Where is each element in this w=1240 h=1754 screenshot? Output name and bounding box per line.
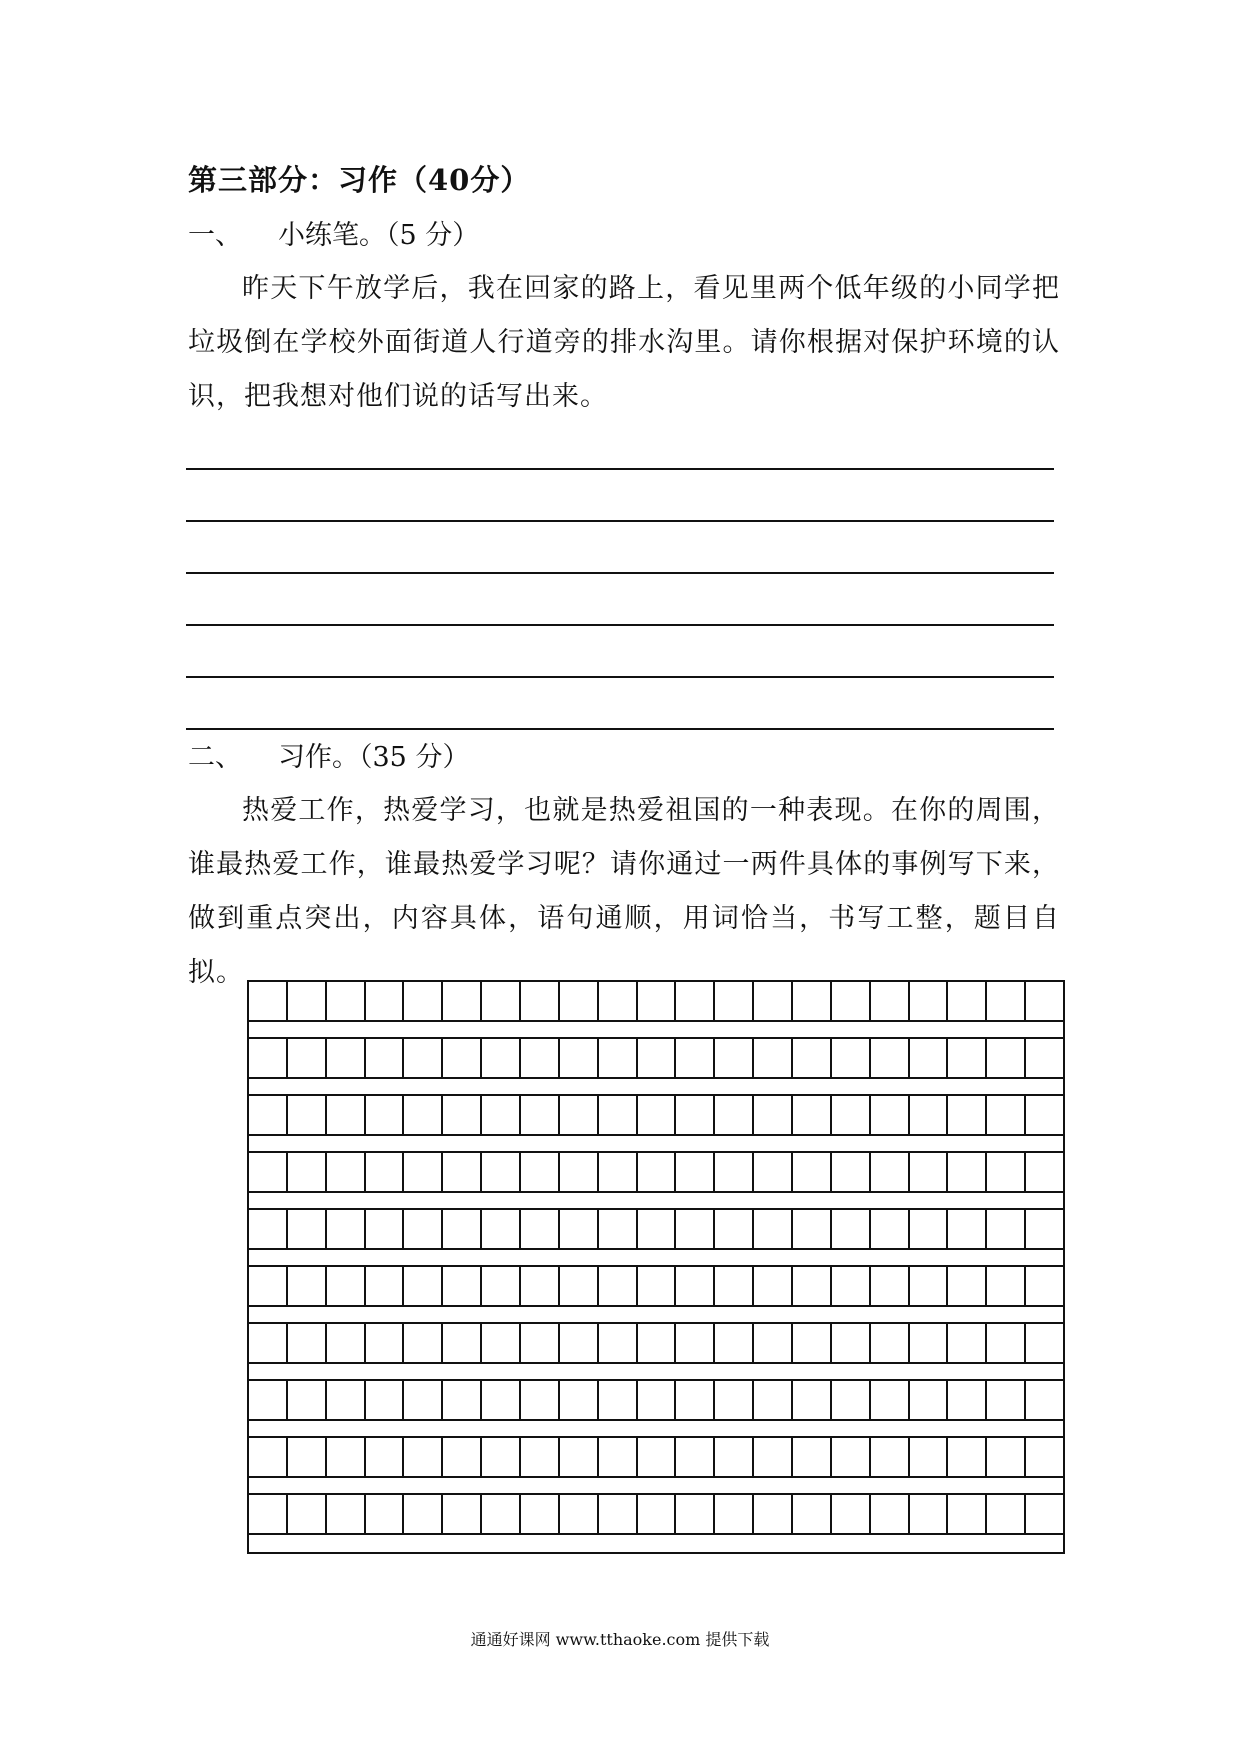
grid-cell[interactable] bbox=[715, 982, 754, 1020]
grid-cell[interactable] bbox=[715, 1210, 754, 1248]
grid-cell[interactable] bbox=[404, 1438, 443, 1476]
grid-cell[interactable] bbox=[638, 1495, 677, 1533]
grid-cell[interactable] bbox=[832, 1096, 871, 1134]
grid-row bbox=[249, 1039, 1063, 1079]
grid-cell[interactable] bbox=[987, 1267, 1026, 1305]
grid-cell[interactable] bbox=[871, 1381, 910, 1419]
grid-row bbox=[249, 1495, 1063, 1535]
grid-cell[interactable] bbox=[288, 1438, 327, 1476]
grid-row-spacer bbox=[249, 1193, 1063, 1210]
grid-cell[interactable] bbox=[910, 1324, 949, 1362]
grid-cell[interactable] bbox=[521, 1324, 560, 1362]
section-2-title: 习作。（35 分） bbox=[278, 742, 470, 773]
section-2-heading bbox=[188, 738, 469, 778]
grid-cell[interactable] bbox=[404, 1096, 443, 1134]
grid-row bbox=[249, 982, 1063, 1022]
answer-lines bbox=[186, 418, 1054, 730]
grid-cell[interactable] bbox=[327, 1438, 366, 1476]
grid-cell[interactable] bbox=[871, 1039, 910, 1077]
grid-cell[interactable] bbox=[948, 1210, 987, 1248]
grid-cell[interactable] bbox=[443, 1438, 482, 1476]
grid-cell[interactable] bbox=[443, 1039, 482, 1077]
grid-cell[interactable] bbox=[793, 1495, 832, 1533]
grid-cell[interactable] bbox=[288, 1210, 327, 1248]
grid-cell[interactable] bbox=[832, 1039, 871, 1077]
grid-cell[interactable] bbox=[288, 1381, 327, 1419]
part-title: 第三部分：习作（40分） bbox=[188, 163, 531, 197]
grid-cell[interactable] bbox=[987, 1438, 1026, 1476]
grid-cell[interactable] bbox=[249, 1381, 288, 1419]
grid-cell[interactable] bbox=[676, 1438, 715, 1476]
grid-cell[interactable] bbox=[443, 1381, 482, 1419]
grid-cell[interactable] bbox=[443, 1324, 482, 1362]
grid-cell[interactable] bbox=[910, 1153, 949, 1191]
grid-cell[interactable] bbox=[521, 1438, 560, 1476]
grid-cell[interactable] bbox=[404, 1210, 443, 1248]
grid-row-spacer bbox=[249, 1535, 1063, 1552]
grid-cell[interactable] bbox=[793, 1438, 832, 1476]
grid-cell[interactable] bbox=[910, 1210, 949, 1248]
grid-cell[interactable] bbox=[599, 1039, 638, 1077]
grid-cell[interactable] bbox=[327, 1096, 366, 1134]
grid-cell[interactable] bbox=[715, 1495, 754, 1533]
grid-cell[interactable] bbox=[1026, 1438, 1063, 1476]
grid-cell[interactable] bbox=[948, 1324, 987, 1362]
grid-cell[interactable] bbox=[249, 1324, 288, 1362]
grid-cell[interactable] bbox=[793, 1324, 832, 1362]
grid-cell[interactable] bbox=[948, 1495, 987, 1533]
grid-cell[interactable] bbox=[676, 1210, 715, 1248]
grid-cell[interactable] bbox=[249, 1210, 288, 1248]
grid-cell[interactable] bbox=[249, 1039, 288, 1077]
grid-cell[interactable] bbox=[327, 1495, 366, 1533]
grid-cell[interactable] bbox=[948, 1096, 987, 1134]
grid-cell[interactable] bbox=[560, 1438, 599, 1476]
grid-cell[interactable] bbox=[871, 982, 910, 1020]
grid-cell[interactable] bbox=[987, 1153, 1026, 1191]
grid-cell[interactable] bbox=[366, 1495, 405, 1533]
grid-cell[interactable] bbox=[482, 1153, 521, 1191]
grid-cell[interactable] bbox=[638, 1381, 677, 1419]
grid-cell[interactable] bbox=[1026, 982, 1063, 1020]
grid-cell[interactable] bbox=[404, 1267, 443, 1305]
grid-cell[interactable] bbox=[521, 1096, 560, 1134]
grid-row bbox=[249, 1381, 1063, 1421]
grid-cell[interactable] bbox=[366, 1096, 405, 1134]
grid-cell[interactable] bbox=[638, 1267, 677, 1305]
grid-cell[interactable] bbox=[560, 982, 599, 1020]
grid-cell[interactable] bbox=[948, 1153, 987, 1191]
grid-cell[interactable] bbox=[638, 1210, 677, 1248]
grid-cell[interactable] bbox=[560, 1267, 599, 1305]
grid-cell[interactable] bbox=[1026, 1381, 1063, 1419]
grid-cell[interactable] bbox=[910, 1039, 949, 1077]
grid-cell[interactable] bbox=[754, 1210, 793, 1248]
grid-cell[interactable] bbox=[948, 1039, 987, 1077]
grid-cell[interactable] bbox=[482, 1039, 521, 1077]
grid-cell[interactable] bbox=[948, 1267, 987, 1305]
grid-row-spacer bbox=[249, 1136, 1063, 1153]
grid-cell[interactable] bbox=[638, 1438, 677, 1476]
grid-cell[interactable] bbox=[832, 1153, 871, 1191]
grid-cell[interactable] bbox=[754, 1096, 793, 1134]
grid-cell[interactable] bbox=[366, 1381, 405, 1419]
grid-cell[interactable] bbox=[599, 1381, 638, 1419]
grid-cell[interactable] bbox=[832, 1324, 871, 1362]
grid-cell[interactable] bbox=[599, 1096, 638, 1134]
grid-cell[interactable] bbox=[560, 1096, 599, 1134]
grid-cell[interactable] bbox=[910, 1438, 949, 1476]
grid-cell[interactable] bbox=[715, 1153, 754, 1191]
grid-cell[interactable] bbox=[987, 1096, 1026, 1134]
grid-row-spacer bbox=[249, 1022, 1063, 1039]
grid-cell[interactable] bbox=[366, 1324, 405, 1362]
grid-cell[interactable] bbox=[288, 1267, 327, 1305]
grid-cell[interactable] bbox=[249, 1438, 288, 1476]
grid-row bbox=[249, 1438, 1063, 1478]
grid-cell[interactable] bbox=[676, 1381, 715, 1419]
grid-cell[interactable] bbox=[793, 1153, 832, 1191]
grid-row-spacer bbox=[249, 1478, 1063, 1495]
grid-cell[interactable] bbox=[676, 1324, 715, 1362]
grid-cell[interactable] bbox=[366, 1438, 405, 1476]
grid-cell[interactable] bbox=[676, 1096, 715, 1134]
grid-cell[interactable] bbox=[676, 1495, 715, 1533]
grid-cell[interactable] bbox=[521, 1381, 560, 1419]
grid-cell[interactable] bbox=[1026, 1039, 1063, 1077]
grid-cell[interactable] bbox=[832, 1381, 871, 1419]
grid-cell[interactable] bbox=[793, 1267, 832, 1305]
grid-cell[interactable] bbox=[599, 1210, 638, 1248]
grid-cell[interactable] bbox=[715, 1096, 754, 1134]
grid-cell[interactable] bbox=[560, 1495, 599, 1533]
grid-row-spacer bbox=[249, 1250, 1063, 1267]
grid-cell[interactable] bbox=[366, 1153, 405, 1191]
grid-cell[interactable] bbox=[327, 1381, 366, 1419]
grid-cell[interactable] bbox=[948, 982, 987, 1020]
grid-cell[interactable] bbox=[1026, 1495, 1063, 1533]
grid-cell[interactable] bbox=[404, 1324, 443, 1362]
grid-cell[interactable] bbox=[871, 1267, 910, 1305]
grid-cell[interactable] bbox=[327, 1039, 366, 1077]
grid-cell[interactable] bbox=[1026, 1324, 1063, 1362]
grid-cell[interactable] bbox=[599, 1438, 638, 1476]
grid-cell[interactable] bbox=[715, 1267, 754, 1305]
grid-cell[interactable] bbox=[327, 1210, 366, 1248]
grid-cell[interactable] bbox=[443, 1096, 482, 1134]
grid-row-spacer bbox=[249, 1421, 1063, 1438]
grid-cell[interactable] bbox=[599, 1267, 638, 1305]
answer-line[interactable] bbox=[186, 522, 1054, 574]
composition-grid bbox=[247, 980, 1065, 1554]
grid-cell[interactable] bbox=[676, 1039, 715, 1077]
grid-cell[interactable] bbox=[832, 1495, 871, 1533]
grid-cell[interactable] bbox=[1026, 1267, 1063, 1305]
grid-cell[interactable] bbox=[288, 982, 327, 1020]
grid-cell[interactable] bbox=[948, 1438, 987, 1476]
grid-row-spacer bbox=[249, 1079, 1063, 1096]
answer-line[interactable] bbox=[186, 574, 1054, 626]
grid-cell[interactable] bbox=[288, 1495, 327, 1533]
answer-line[interactable] bbox=[186, 626, 1054, 678]
grid-cell[interactable] bbox=[288, 1039, 327, 1077]
grid-cell[interactable] bbox=[327, 982, 366, 1020]
grid-cell[interactable] bbox=[443, 1495, 482, 1533]
grid-cell[interactable] bbox=[715, 1039, 754, 1077]
grid-cell[interactable] bbox=[754, 1495, 793, 1533]
grid-cell[interactable] bbox=[676, 982, 715, 1020]
grid-cell[interactable] bbox=[987, 1210, 1026, 1248]
grid-cell[interactable] bbox=[521, 1495, 560, 1533]
grid-row-spacer bbox=[249, 1307, 1063, 1324]
grid-cell[interactable] bbox=[599, 1495, 638, 1533]
grid-cell[interactable] bbox=[560, 1039, 599, 1077]
section-1-title: 小练笔。（5 分） bbox=[278, 220, 480, 251]
grid-cell[interactable] bbox=[327, 1324, 366, 1362]
answer-line[interactable] bbox=[186, 470, 1054, 522]
grid-row bbox=[249, 1096, 1063, 1136]
grid-cell[interactable] bbox=[754, 1438, 793, 1476]
grid-cell[interactable] bbox=[404, 1381, 443, 1419]
grid-cell[interactable] bbox=[754, 1381, 793, 1419]
grid-row bbox=[249, 1153, 1063, 1193]
section-1-heading bbox=[188, 216, 479, 256]
grid-cell[interactable] bbox=[560, 1324, 599, 1362]
grid-cell[interactable] bbox=[443, 1210, 482, 1248]
grid-cell[interactable] bbox=[871, 1153, 910, 1191]
grid-cell[interactable] bbox=[249, 1153, 288, 1191]
grid-cell[interactable] bbox=[482, 982, 521, 1020]
grid-cell[interactable] bbox=[521, 1153, 560, 1191]
grid-cell[interactable] bbox=[560, 1381, 599, 1419]
grid-cell[interactable] bbox=[754, 982, 793, 1020]
grid-cell[interactable] bbox=[443, 982, 482, 1020]
grid-cell[interactable] bbox=[404, 1495, 443, 1533]
grid-cell[interactable] bbox=[832, 1438, 871, 1476]
grid-cell[interactable] bbox=[987, 1381, 1026, 1419]
grid-cell[interactable] bbox=[599, 1324, 638, 1362]
grid-cell[interactable] bbox=[482, 1495, 521, 1533]
grid-cell[interactable] bbox=[249, 1495, 288, 1533]
grid-cell[interactable] bbox=[871, 1495, 910, 1533]
grid-cell[interactable] bbox=[871, 1096, 910, 1134]
grid-cell[interactable] bbox=[1026, 1096, 1063, 1134]
grid-cell[interactable] bbox=[288, 1096, 327, 1134]
grid-cell[interactable] bbox=[638, 1039, 677, 1077]
grid-cell[interactable] bbox=[366, 1210, 405, 1248]
grid-cell[interactable] bbox=[948, 1381, 987, 1419]
grid-cell[interactable] bbox=[443, 1267, 482, 1305]
grid-cell[interactable] bbox=[987, 1495, 1026, 1533]
grid-cell[interactable] bbox=[443, 1153, 482, 1191]
grid-cell[interactable] bbox=[715, 1381, 754, 1419]
grid-cell[interactable] bbox=[560, 1153, 599, 1191]
grid-cell[interactable] bbox=[482, 1267, 521, 1305]
grid-cell[interactable] bbox=[521, 1039, 560, 1077]
grid-cell[interactable] bbox=[793, 1039, 832, 1077]
grid-cell[interactable] bbox=[327, 1153, 366, 1191]
grid-cell[interactable] bbox=[482, 1381, 521, 1419]
grid-cell[interactable] bbox=[676, 1153, 715, 1191]
grid-cell[interactable] bbox=[715, 1324, 754, 1362]
grid-cell[interactable] bbox=[482, 1438, 521, 1476]
grid-cell[interactable] bbox=[638, 1096, 677, 1134]
grid-cell[interactable] bbox=[404, 982, 443, 1020]
grid-cell[interactable] bbox=[249, 982, 288, 1020]
section-1-prompt: 昨天下午放学后，我在回家的路上，看见里两个低年级的小同学把垃圾倒在学校外面街道人行道旁的排水沟里。请你根据对保护环境的认识，把我想对他们说的话写出来。 bbox=[188, 273, 1060, 412]
grid-cell[interactable] bbox=[521, 1210, 560, 1248]
grid-cell[interactable] bbox=[1026, 1153, 1063, 1191]
grid-cell[interactable] bbox=[832, 982, 871, 1020]
grid-cell[interactable] bbox=[793, 1096, 832, 1134]
answer-line[interactable] bbox=[186, 418, 1054, 470]
grid-cell[interactable] bbox=[987, 982, 1026, 1020]
grid-cell[interactable] bbox=[793, 1381, 832, 1419]
grid-cell[interactable] bbox=[832, 1210, 871, 1248]
grid-cell[interactable] bbox=[676, 1267, 715, 1305]
grid-cell[interactable] bbox=[754, 1153, 793, 1191]
grid-cell[interactable] bbox=[482, 1096, 521, 1134]
grid-cell[interactable] bbox=[987, 1324, 1026, 1362]
grid-cell[interactable] bbox=[404, 1153, 443, 1191]
footer-text: 通通好课网 www.tthaoke.com 提供下载 bbox=[470, 1630, 770, 1649]
section-2-prompt: 热爱工作，热爱学习，也就是热爱祖国的一种表现。在你的周围，谁最热爱工作，谁最热爱学习呢？请你通过一两件具体的事例写下来，做到重点突出，内容具体，语句通顺，用词恰当，书写工整，题目自拟。 bbox=[188, 795, 1060, 988]
grid-cell[interactable] bbox=[871, 1324, 910, 1362]
grid-row bbox=[249, 1210, 1063, 1250]
grid-cell[interactable] bbox=[715, 1438, 754, 1476]
grid-cell[interactable] bbox=[521, 1267, 560, 1305]
grid-cell[interactable] bbox=[754, 1324, 793, 1362]
grid-cell[interactable] bbox=[249, 1096, 288, 1134]
grid-cell[interactable] bbox=[288, 1324, 327, 1362]
grid-cell[interactable] bbox=[366, 1039, 405, 1077]
grid-cell[interactable] bbox=[793, 982, 832, 1020]
section-2-number: 二、 bbox=[188, 742, 242, 773]
grid-cell[interactable] bbox=[910, 1267, 949, 1305]
grid-cell[interactable] bbox=[482, 1324, 521, 1362]
grid-cell[interactable] bbox=[638, 1153, 677, 1191]
grid-cell[interactable] bbox=[327, 1267, 366, 1305]
grid-cell[interactable] bbox=[1026, 1210, 1063, 1248]
grid-cell[interactable] bbox=[910, 982, 949, 1020]
grid-cell[interactable] bbox=[910, 1096, 949, 1134]
grid-cell[interactable] bbox=[871, 1210, 910, 1248]
grid-row bbox=[249, 1324, 1063, 1364]
grid-row-spacer bbox=[249, 1364, 1063, 1381]
grid-cell[interactable] bbox=[832, 1267, 871, 1305]
grid-cell[interactable] bbox=[987, 1039, 1026, 1077]
grid-cell[interactable] bbox=[638, 1324, 677, 1362]
grid-cell[interactable] bbox=[599, 1153, 638, 1191]
grid-cell[interactable] bbox=[521, 982, 560, 1020]
grid-cell[interactable] bbox=[910, 1495, 949, 1533]
grid-cell[interactable] bbox=[599, 982, 638, 1020]
grid-cell[interactable] bbox=[366, 1267, 405, 1305]
grid-cell[interactable] bbox=[366, 982, 405, 1020]
grid-cell[interactable] bbox=[404, 1039, 443, 1077]
grid-cell[interactable] bbox=[560, 1210, 599, 1248]
grid-cell[interactable] bbox=[754, 1039, 793, 1077]
grid-cell[interactable] bbox=[638, 982, 677, 1020]
grid-cell[interactable] bbox=[249, 1267, 288, 1305]
answer-line[interactable] bbox=[186, 678, 1054, 730]
grid-cell[interactable] bbox=[288, 1153, 327, 1191]
grid-cell[interactable] bbox=[754, 1267, 793, 1305]
grid-cell[interactable] bbox=[793, 1210, 832, 1248]
grid-cell[interactable] bbox=[482, 1210, 521, 1248]
grid-cell[interactable] bbox=[871, 1438, 910, 1476]
grid-cell[interactable] bbox=[910, 1381, 949, 1419]
section-1-number: 一、 bbox=[188, 220, 242, 251]
grid-row bbox=[249, 1267, 1063, 1307]
